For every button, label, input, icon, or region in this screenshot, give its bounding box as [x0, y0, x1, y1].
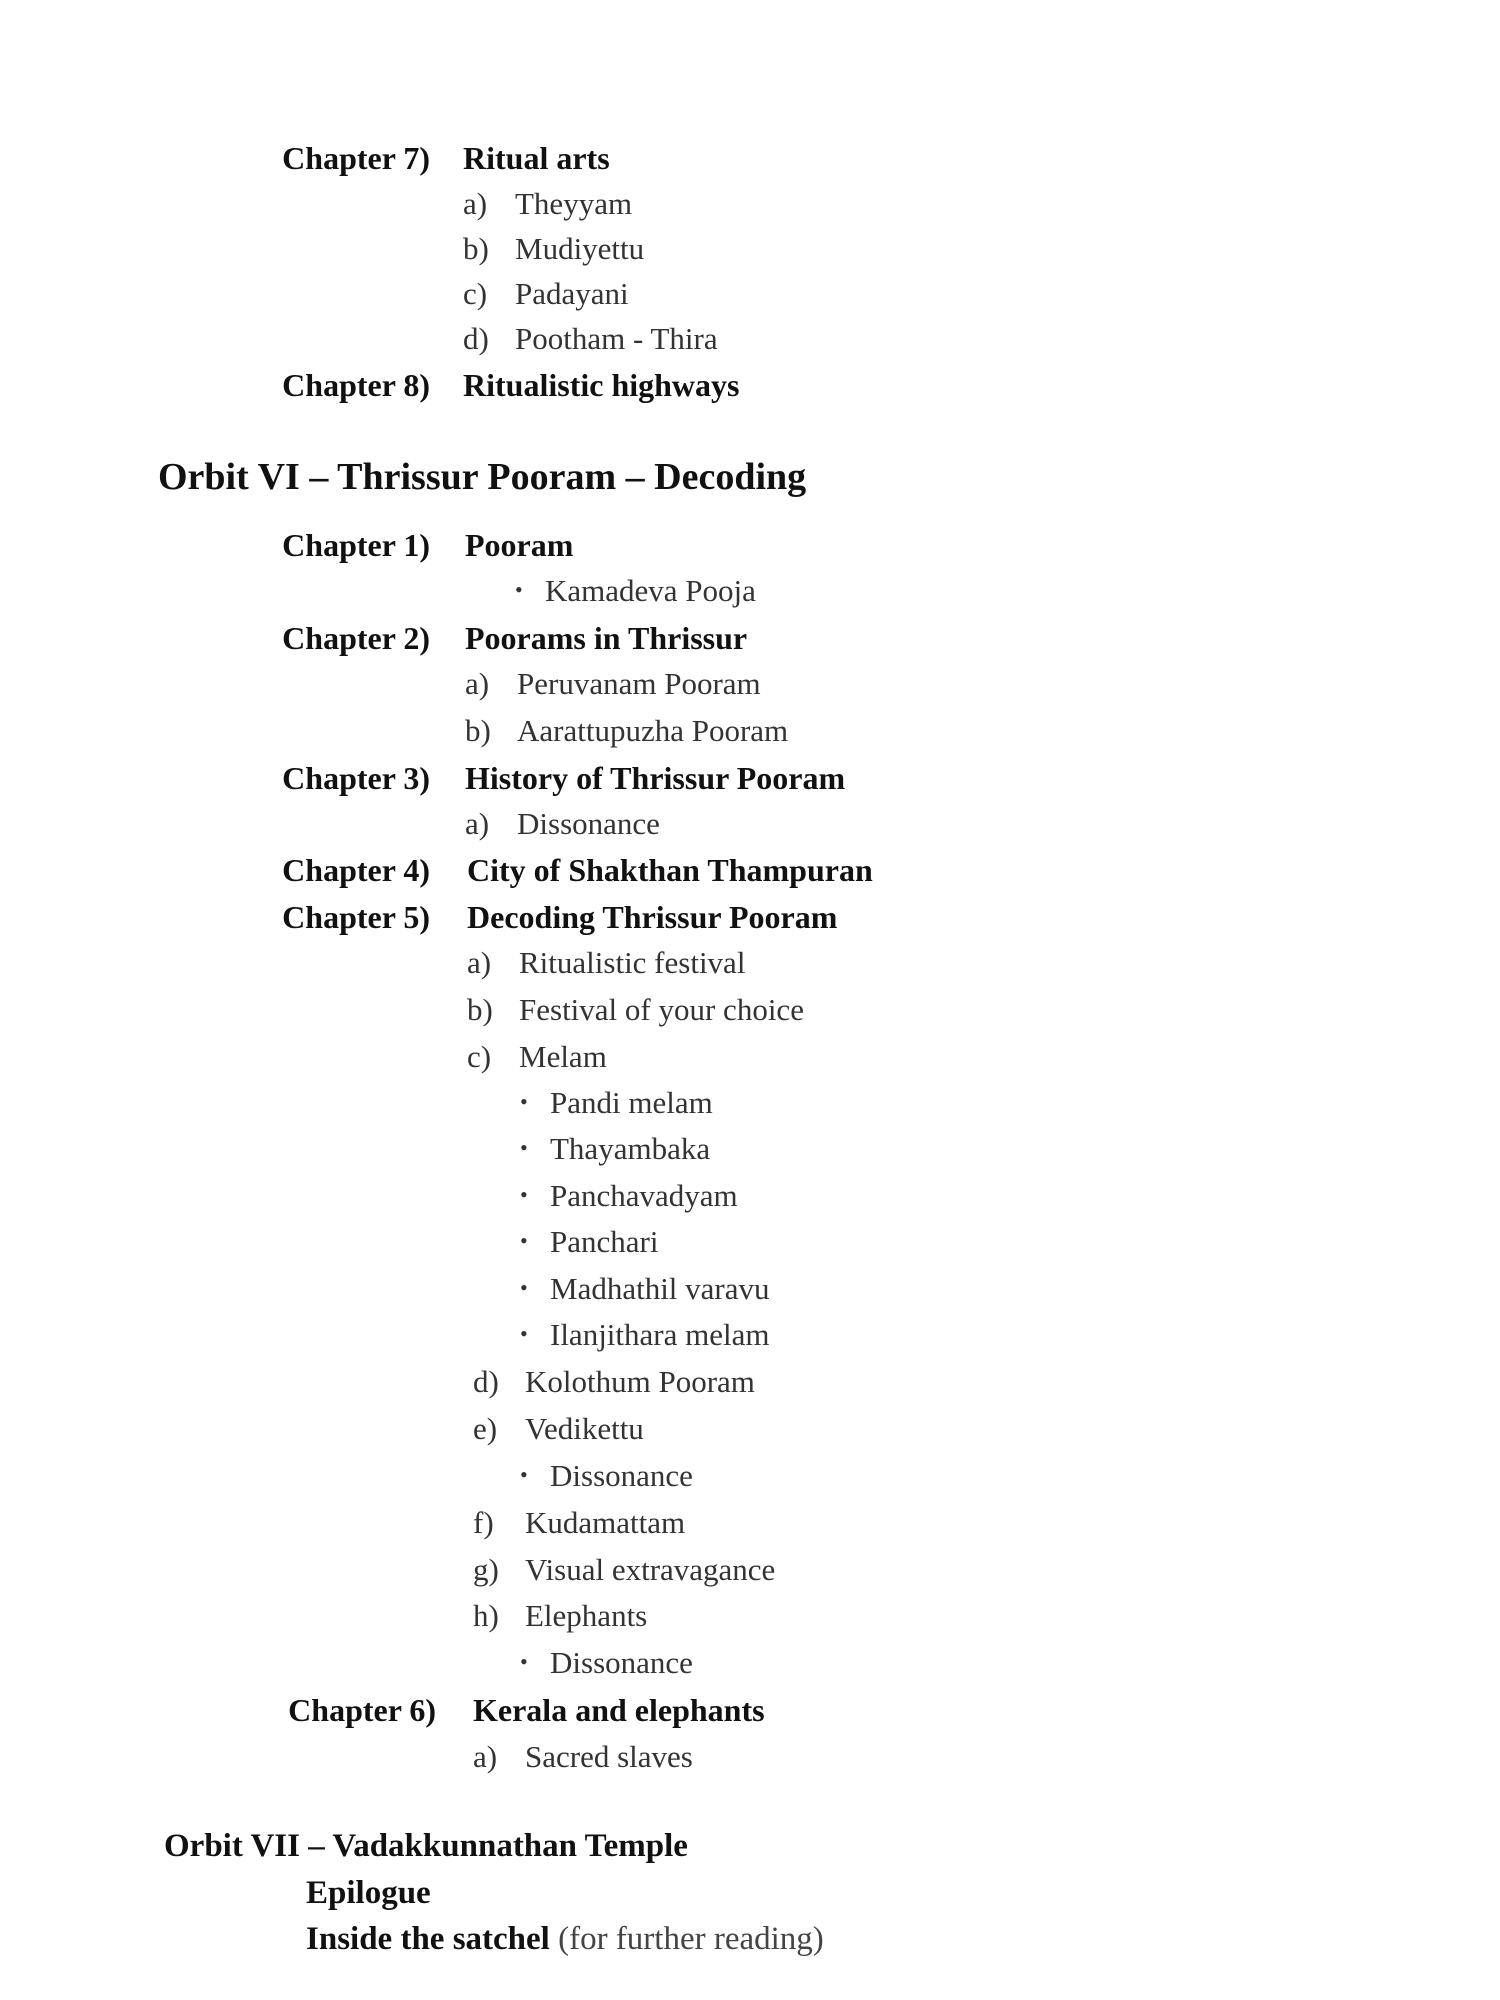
list-item: [463, 231, 644, 267]
list-item: [467, 992, 804, 1028]
chapter-label: Chapter 5): [282, 899, 430, 935]
list-item: [473, 1364, 755, 1400]
item-marker: b): [463, 231, 489, 266]
chapter-title: Poorams in Thrissur: [465, 620, 748, 656]
bullet-item: • Thayambaka: [520, 1131, 711, 1166]
satchel-entry: [306, 1921, 824, 1958]
bullet-icon: •: [520, 1275, 528, 1300]
bullet-icon: •: [520, 1462, 528, 1487]
item-text: Vedikettu: [525, 1411, 644, 1446]
orbit-heading: Orbit VI – Thrissur Pooram – Decoding: [158, 456, 807, 498]
item-text: Peruvanam Pooram: [517, 666, 761, 701]
item-text: Kolothum Pooram: [525, 1364, 755, 1399]
list-item: [473, 1505, 685, 1541]
bullet-item: • Kamadeva Pooja: [515, 573, 756, 608]
satchel-note: (for further reading): [558, 1921, 824, 1957]
list-item: [463, 276, 629, 312]
item-text: Pootham - Thira: [515, 321, 718, 356]
list-item: [473, 1598, 647, 1634]
item-text: Melam: [519, 1039, 607, 1074]
item-marker: h): [473, 1598, 499, 1633]
list-item: [467, 945, 745, 981]
chapter-label: Chapter 6): [288, 1692, 436, 1728]
bullet-item: • Dissonance: [520, 1458, 693, 1493]
item-text: Kudamattam: [525, 1505, 686, 1540]
item-text: Festival of your choice: [519, 992, 804, 1027]
item-text: Visual extravagance: [525, 1552, 776, 1587]
satchel-title: Inside the satchel: [306, 1921, 550, 1957]
item-marker: d): [463, 321, 489, 356]
chapter-title: Ritualistic highways: [463, 367, 740, 403]
item-marker: c): [467, 1039, 492, 1074]
list-item: [473, 1411, 644, 1447]
bullet-icon: •: [520, 1321, 528, 1346]
chapter-label: Chapter 8): [282, 367, 430, 403]
item-text: Theyyam: [515, 186, 633, 221]
item-marker: a): [465, 666, 490, 701]
item-text: Aarattupuzha Pooram: [517, 713, 789, 748]
bullet-item: • Ilanjithara melam: [520, 1317, 770, 1352]
list-item: [465, 713, 788, 749]
item-marker: c): [463, 276, 488, 311]
bullet-icon: •: [515, 577, 523, 602]
item-marker: g): [473, 1552, 499, 1587]
chapter-title: Decoding Thrissur Pooram: [467, 899, 838, 935]
item-marker: b): [465, 713, 491, 748]
list-item: [473, 1739, 693, 1775]
bullet-item: • Madhathil varavu: [520, 1271, 770, 1306]
item-text: Ritualistic festival: [519, 945, 746, 980]
epilogue-entry: Epilogue: [306, 1875, 431, 1911]
list-item: [473, 1552, 775, 1588]
chapter-title: Pooram: [465, 527, 574, 563]
list-item: [463, 186, 632, 222]
item-text: Elephants: [525, 1598, 648, 1633]
list-item: [467, 1039, 607, 1075]
bullet-icon: •: [520, 1182, 528, 1207]
item-marker: e): [473, 1411, 498, 1446]
bullet-icon: •: [520, 1649, 528, 1674]
list-item: [465, 806, 660, 842]
chapter-title: Kerala and elephants: [473, 1692, 765, 1728]
orbit-heading: Orbit VII – Vadakkunnathan Temple: [164, 1828, 688, 1864]
bullet-item: • Pandi melam: [520, 1085, 713, 1120]
item-marker: a): [467, 945, 492, 980]
chapter-label: Chapter 7): [282, 140, 430, 176]
bullet-icon: •: [520, 1135, 528, 1160]
chapter-title: History of Thrissur Pooram: [465, 760, 846, 796]
list-item: [463, 321, 718, 357]
item-text: Dissonance: [517, 806, 660, 841]
item-marker: b): [467, 992, 493, 1027]
chapter-label: Chapter 2): [282, 620, 430, 656]
chapter-title: City of Shakthan Thampuran: [467, 852, 873, 888]
bullet-icon: •: [520, 1089, 528, 1114]
chapter-label: Chapter 4): [282, 852, 430, 888]
bullet-icon: •: [520, 1228, 528, 1253]
bullet-item: • Panchavadyam: [520, 1178, 738, 1213]
bullet-item: • Dissonance: [520, 1645, 693, 1680]
item-text: Mudiyettu: [515, 231, 645, 266]
chapter-label: Chapter 1): [282, 527, 430, 563]
item-text: Sacred slaves: [525, 1739, 693, 1774]
item-marker: f): [473, 1505, 494, 1540]
list-item: [465, 666, 761, 702]
bullet-item: • Panchari: [520, 1224, 659, 1259]
item-marker: a): [473, 1739, 498, 1774]
item-marker: d): [473, 1364, 499, 1399]
chapter-title: Ritual arts: [463, 140, 610, 176]
chapter-label: Chapter 3): [282, 760, 430, 796]
item-text: Padayani: [515, 276, 629, 311]
item-marker: a): [465, 806, 490, 841]
item-marker: a): [463, 186, 488, 221]
